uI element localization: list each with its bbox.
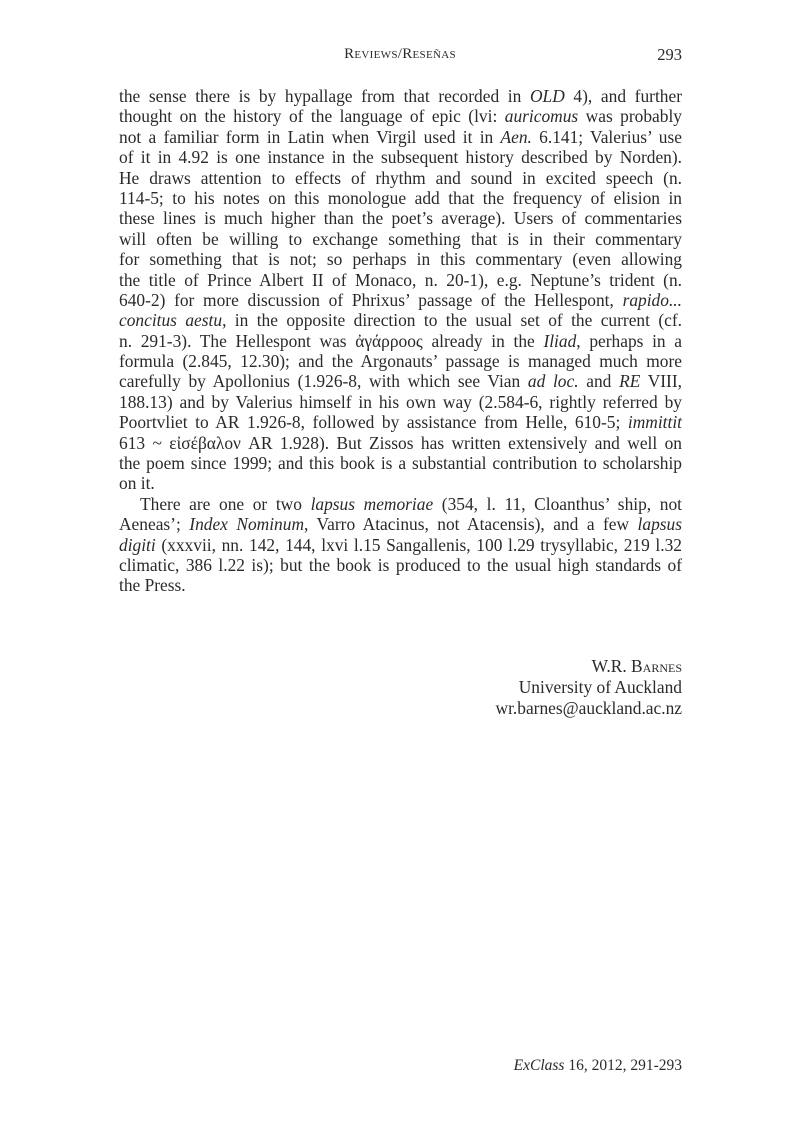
text-line [119,351,682,371]
text-segment: not a familiar form in Latin when Virgil used it in [119,126,501,147]
text-segment: climatic, 386 l.22 is); but the book is produced to the usual high standards of [119,554,682,575]
review-body [119,86,682,596]
text-segment: There are one or two [140,493,311,514]
text-line [119,86,682,106]
text-segment: these lines is much higher than the poet’s average). Users of commentaries [119,208,682,229]
text-line [119,412,682,432]
italic-text: Iliad [543,330,577,351]
text-line [119,290,682,310]
journal-name: ExClass [513,1057,565,1074]
text-segment: the title of Prince Albert II of Monaco, n. 20-1), e.g. Neptune’s trident (n. [119,269,682,290]
text-segment: on it. [119,473,155,494]
text-segment: , in the opposite direction to the usual set of the current (cf. [222,310,682,331]
text-segment: 6.141; Valerius’ use [531,126,682,147]
text-segment: , Varro Atacinus, not Atacensis), and a few [304,514,638,535]
paragraph [119,86,682,494]
text-segment: 640-2) for more discussion of Phrixus’ passage of the Hellespont, [119,289,623,310]
text-segment: formula (2.845, 12.30); and the Argonauts’ passage is managed much more [119,351,682,372]
text-line [119,310,682,330]
text-segment: 188.13) and by Valerius himself in his own way (2.584-6, rightly referred by [119,391,682,412]
italic-text: Aen. [500,126,532,147]
text-line [119,514,682,534]
italic-text: OLD [529,86,565,106]
text-segment: was probably [578,106,682,127]
text-line [119,575,682,595]
italic-text: lapsus memoriae [310,493,434,514]
text-segment: He draws attention to effects of rhythm and sound in excited speech (n. [119,167,682,188]
text-line [119,188,682,208]
italic-text: auricomus [504,106,579,127]
footer-citation [514,1057,682,1075]
text-line [119,127,682,147]
text-line [119,494,682,514]
text-line [119,392,682,412]
italic-text: rapido... [622,289,682,310]
text-line [119,208,682,228]
text-segment: Aeneas’; [119,514,190,535]
italic-text: concitus aestu [119,310,223,331]
italic-text: lapsus [637,514,682,535]
page-number: 293 [657,45,682,64]
text-segment: the Press. [119,575,186,596]
text-segment: will often be willing to exchange something that is in their commentary [119,228,682,249]
author-name: W.R. Barnes [591,656,682,676]
text-line [119,147,682,167]
text-segment: (354, l. 11, Cloanthus’ ship, not [433,493,682,514]
text-line [119,535,682,555]
text-segment: 4), and further [564,86,682,106]
italic-text: RE [619,371,641,392]
text-segment: carefully by Apollonius (1.926-8, with which see Vian [119,371,528,392]
text-segment: 613 ~ εἰσέβαλον AR 1.928). But Zissos has written extensively and well on [119,432,682,453]
italic-text: Index Nominum [189,514,305,535]
text-segment: (xxxvii, nn. 142, 144, lxvi l.15 Sangallenis, 100 l.29 trysyllabic, 219 l.32 [155,534,682,555]
text-segment: 114-5; to his notes on this monologue add that the frequency of elision in [119,187,682,208]
text-line [119,270,682,290]
text-segment: of it in 4.92 is one instance in the subsequent history described by Norden). [119,147,682,168]
italic-text: digiti [119,534,156,555]
text-segment: the sense there is by hypallage from that recorded in [119,86,530,106]
text-segment: , perhaps in a [576,330,682,351]
author-email[interactable]: wr.barnes@auckland.ac.nz [495,698,682,718]
paragraph [119,494,682,596]
text-line [119,106,682,126]
author-affiliation: University of Auckland [518,677,682,697]
italic-text: ad loc. [527,371,579,392]
signature-block [496,656,682,719]
text-segment: for something that is not; so perhaps in this commentary (even allowing [119,249,682,270]
text-line [119,453,682,473]
citation-details: 16, 2012, 291-293 [564,1057,682,1074]
text-segment: Poortvliet to AR 1.926-8, followed by assistance from Helle, 610-5; [119,412,628,433]
italic-text: immittit [627,412,682,433]
text-line [119,433,682,453]
text-line [119,371,682,391]
text-line [119,331,682,351]
text-segment: the poem since 1999; and this book is a substantial contribution to scholarship [119,453,682,474]
text-segment: n. 291-3). The Hellespont was ἀγάρροος already in the [119,330,544,351]
text-line [119,555,682,575]
text-line [119,168,682,188]
text-segment: and [578,371,620,392]
text-segment: thought on the history of the language of epic (lvi: [119,106,505,127]
text-line [119,249,682,269]
text-line [119,473,682,493]
text-line [119,229,682,249]
running-head: Reviews/Reseñas [344,46,456,62]
text-segment: VIII, [640,371,682,392]
